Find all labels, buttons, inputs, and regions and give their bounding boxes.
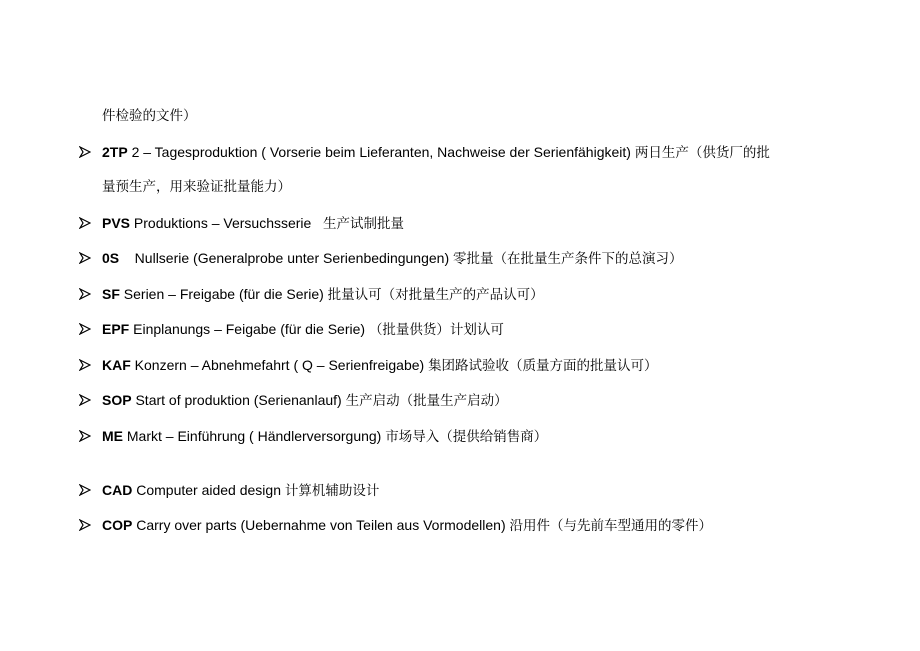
term-chinese: （批量供货）计划认可	[368, 322, 504, 338]
arrow-bullet-icon	[79, 213, 93, 233]
term-chinese: 计算机辅助设计	[284, 483, 380, 499]
arrow-bullet-icon	[79, 515, 93, 535]
arrow-bullet-icon	[79, 319, 93, 339]
term-german: Computer aided design	[132, 482, 285, 498]
term-german: Serien – Freigabe (für die Serie)	[119, 286, 328, 302]
arrow-bullet-icon	[79, 355, 93, 375]
term-german: Markt – Einführung ( Händlerversorgung)	[123, 428, 386, 444]
term-chinese: 生产启动（批量生产启动）	[345, 393, 508, 409]
term-german: Produktions – Versuchsserie	[130, 215, 324, 231]
term-german: Nullserie (Generalprobe unter Serienbedingungen)	[119, 250, 453, 266]
term-german: 2 – Tagesproduktion ( Vorserie beim Lieferanten, Nachweise der Serienfähigkeit)	[127, 144, 635, 160]
term-abbreviation: 0S	[102, 250, 120, 266]
term-abbreviation: COP	[102, 517, 133, 533]
term-german: Start of produktion (Serienanlauf)	[131, 392, 346, 408]
term-chinese: 沿用件（与先前车型通用的零件）	[509, 518, 712, 534]
arrow-bullet-icon	[79, 426, 93, 446]
term-chinese: 批量认可（对批量生产的产品认可）	[327, 287, 544, 303]
term-chinese: 零批量（在批量生产条件下的总演习）	[453, 251, 683, 267]
term-chinese: 集团路试验收（质量方面的批量认可）	[428, 358, 658, 374]
term-german: Konzern – Abnehmefahrt ( Q – Serienfreigabe)	[130, 357, 429, 373]
arrow-bullet-icon	[79, 142, 93, 162]
arrow-bullet-icon	[79, 390, 93, 410]
arrow-bullet-icon	[79, 480, 93, 500]
term-abbreviation: KAF	[102, 357, 131, 373]
term-abbreviation: 2TP	[102, 144, 128, 160]
term-abbreviation: CAD	[102, 482, 133, 498]
arrow-bullet-icon	[79, 284, 93, 304]
term-abbreviation: SOP	[102, 392, 132, 408]
term-abbreviation: SF	[102, 286, 120, 302]
term-chinese: 生产试制批量	[323, 216, 405, 232]
term-chinese: 两日生产（供货厂的批	[634, 145, 770, 161]
continuation-text: 件检验的文件）	[102, 108, 197, 124]
term-chinese: 市场导入（提供给销售商）	[385, 429, 548, 445]
term-abbreviation: ME	[102, 428, 123, 444]
term-german: Carry over parts (Uebernahme von Teilen aus Vormodellen)	[132, 517, 510, 533]
term-german: Einplanungs – Feigabe (für die Serie)	[129, 321, 369, 337]
arrow-bullet-icon	[79, 248, 93, 268]
continuation-text: 量预生产，用来验证批量能力）	[102, 179, 291, 195]
term-abbreviation: EPF	[102, 321, 130, 337]
term-abbreviation: PVS	[102, 215, 131, 231]
